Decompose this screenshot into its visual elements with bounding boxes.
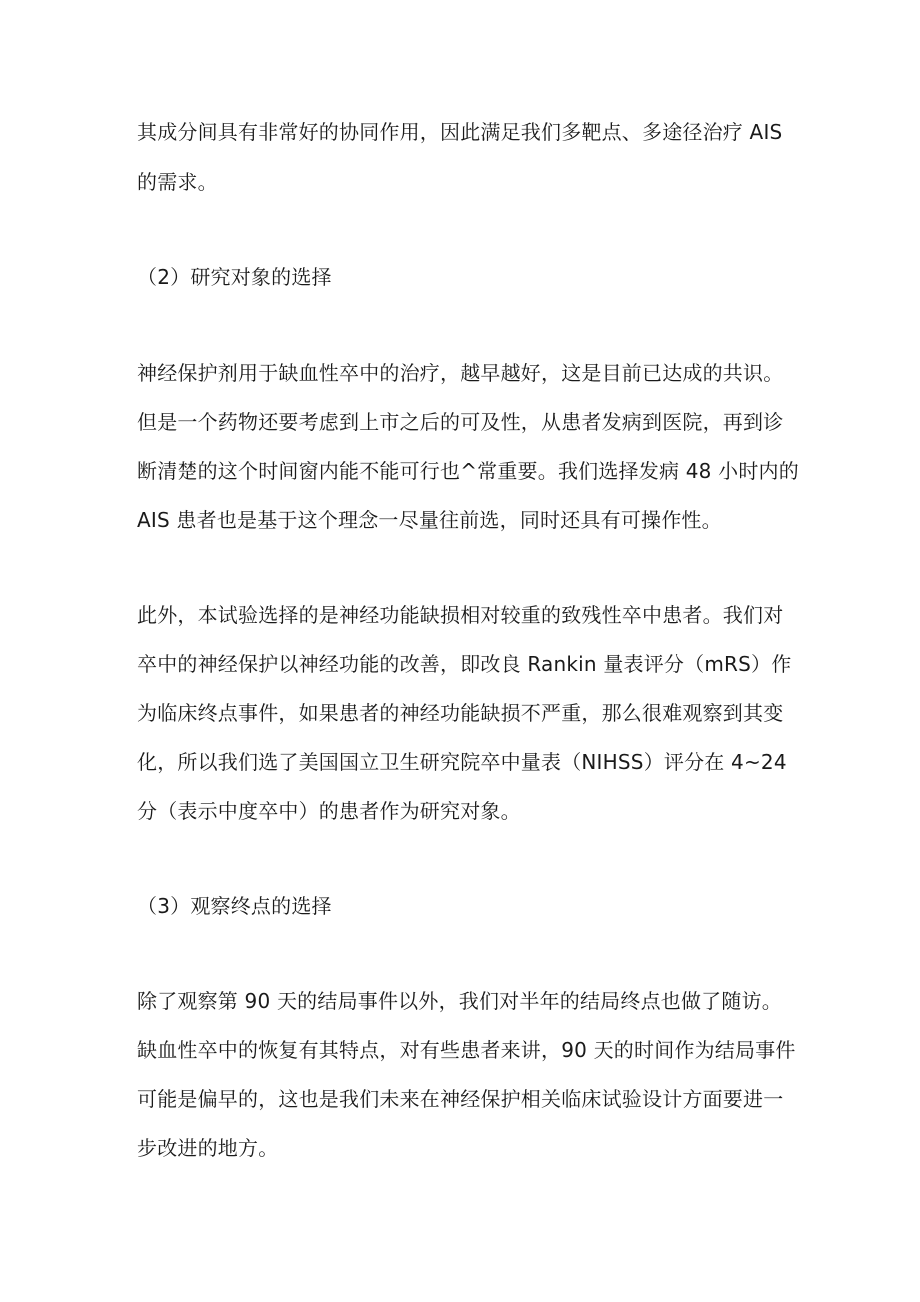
text-line: 化，所以我们选了美国国立卫生研究院卒中量表（NIHSS）评分在 4~24 <box>137 750 787 774</box>
text-line: 此外，本试验选择的是神经功能缺损相对较重的致残性卒中患者。我们对 <box>137 603 784 627</box>
text-line: 步改进的地方。 <box>137 1136 279 1160</box>
text-line: 的需求。 <box>137 170 218 194</box>
text-line: 缺血性卒中的恢复有其特点，对有些患者来讲，90 天的时间作为结局事件 <box>137 1038 796 1062</box>
text-line: 除了观察第 90 天的结局事件以外，我们对半年的结局终点也做了随访。 <box>137 989 782 1013</box>
text-line: 断清楚的这个时间窗内能不能可行也^常重要。我们选择发病 48 小时内的 <box>137 459 799 483</box>
text-line: 神经保护剂用于缺血性卒中的治疗，越早越好，这是目前已达成的共识。 <box>137 361 784 385</box>
text-line: AIS 患者也是基于这个理念一尽量往前选，同时还具有可操作性。 <box>137 508 722 532</box>
section-heading-study-subjects: （2）研究对象的选择 <box>137 265 332 289</box>
text-line: 可能是偏早的，这也是我们未来在神经保护相关临床试验设计方面要进一 <box>137 1087 784 1111</box>
text-line: 但是一个药物还要考虑到上市之后的可及性，从患者发病到医院，再到诊 <box>137 410 784 434</box>
text-line: 其成分间具有非常好的协同作用，因此满足我们多靶点、多途径治疗 AIS <box>137 120 783 144</box>
text-line: 卒中的神经保护以神经功能的改善，即改良 Rankin 量表评分（mRS）作 <box>137 652 792 676</box>
text-line: 分（表示中度卒中）的患者作为研究对象。 <box>137 799 521 823</box>
text-line: 为临床终点事件，如果患者的神经功能缺损不严重，那么很难观察到其变 <box>137 701 784 725</box>
section-heading-observation-endpoints: （3）观察终点的选择 <box>137 894 332 918</box>
